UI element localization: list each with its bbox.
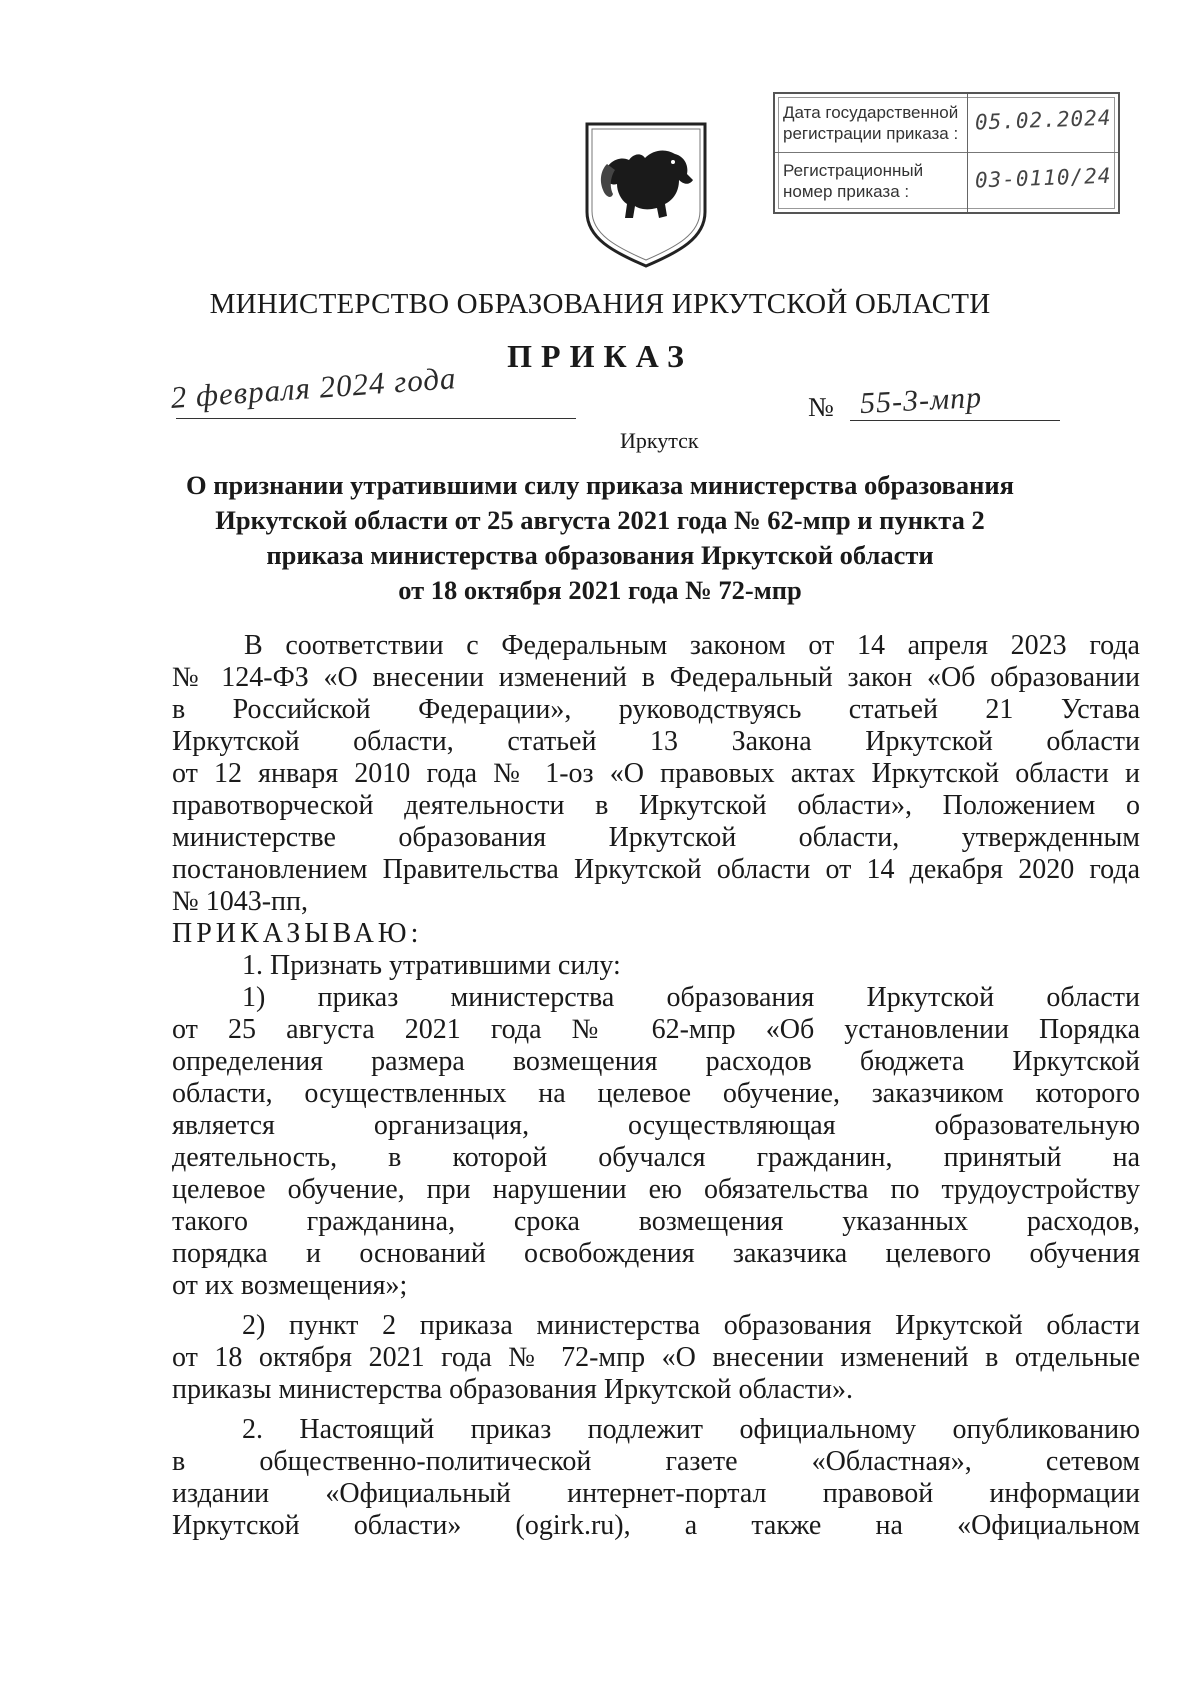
item-2-line: Иркутской области» (ogirk.ru), а также на «Официальном: [172, 1510, 1140, 1541]
order-verb: ПРИКАЗЫВАЮ:: [172, 918, 423, 949]
title-line: от 18 октября 2021 года № 72-мпр: [398, 575, 802, 605]
order-number-handwritten: 55-3-мпр: [859, 380, 983, 421]
title-line: приказа министерства образования Иркутской области: [266, 540, 934, 570]
preamble-line: В соответствии с Федеральным законом от 14 апреля 2023 года: [244, 630, 1140, 661]
item-1-1-line: целевое обучение, при нарушении ею обязательства по трудоустройству: [172, 1174, 1140, 1205]
preamble-line: Иркутской области, статьей 13 Закона Иркутской области: [172, 726, 1140, 757]
preamble-line: постановлением Правительства Иркутской области от 14 декабря 2020 года: [172, 854, 1140, 885]
registration-number-row: [775, 152, 1118, 210]
registration-number-label-line: Регистрационный: [783, 161, 924, 180]
title-line: О признании утратившими силу приказа министерства образования: [186, 470, 1014, 500]
item-1-1-line: такого гражданина, срока возмещения указанных расходов,: [172, 1206, 1140, 1237]
item-1-1-line: области, осуществленных на целевое обучение, заказчиком которого: [172, 1078, 1140, 1109]
title-line: Иркутской области от 25 августа 2021 года № 62-мпр и пункта 2: [215, 505, 985, 535]
preamble-line: министерстве образования Иркутской области, утвержденным: [172, 822, 1140, 853]
item-1-2-line: приказы министерства образования Иркутской области».: [172, 1374, 854, 1405]
coat-of-arms-icon: [583, 120, 709, 270]
item-1-1-line: от 25 августа 2021 года № 62-мпр «Об установлении Порядка: [172, 1014, 1140, 1045]
registration-date-label-line: Дата государственной: [783, 103, 959, 122]
registration-date-label: [783, 102, 973, 144]
ministry-name: МИНИСТЕРСТВО ОБРАЗОВАНИЯ ИРКУТСКОЙ ОБЛАСТИ: [209, 288, 991, 320]
registration-number-label-line: номер приказа :: [783, 182, 910, 201]
preamble-line: от 12 января 2010 года № 1-оз «О правовых актах Иркутской области и: [172, 758, 1140, 789]
city-name: Иркутск: [620, 428, 699, 453]
registration-stamp: [773, 92, 1120, 214]
order-title: [160, 468, 1040, 608]
item-1-1-line: определения размера возмещения расходов бюджета Иркутской: [172, 1046, 1140, 1077]
item-1-intro: 1. Признать утратившими силу:: [242, 950, 621, 981]
item-2-line: издании «Официальный интернет-портал правовой информации: [172, 1478, 1140, 1509]
preamble-line: № 1043-пп,: [172, 886, 309, 917]
number-underline: [850, 420, 1060, 421]
item-1-1-line: порядка и оснований освобождения заказчика целевого обучения: [172, 1238, 1140, 1269]
item-1-1-line: от их возмещения»;: [172, 1270, 408, 1301]
registration-date-row: [775, 94, 1118, 153]
item-1-1-line: деятельность, в которой обучался гражданин, принятый на: [172, 1142, 1140, 1173]
registration-number-value: 03-0110/24: [974, 163, 1112, 193]
stamp-divider: [967, 94, 968, 212]
item-1-2-line: 2) пункт 2 приказа министерства образования Иркутской области: [242, 1310, 1140, 1341]
registration-number-label: [783, 160, 973, 202]
preamble-line: правотворческой деятельности в Иркутской области», Положением о: [172, 790, 1140, 821]
item-1-1-line: является организация, осуществляющая образовательную: [172, 1110, 1140, 1141]
item-2-line: 2. Настоящий приказ подлежит официальному опубликованию: [242, 1414, 1140, 1445]
item-1-2-line: от 18 октября 2021 года № 72-мпр «О внесении изменений в отдельные: [172, 1342, 1140, 1373]
item-1-1-line: 1) приказ министерства образования Иркутской области: [242, 982, 1140, 1013]
item-2-line: в общественно-политической газете «Областная», сетевом: [172, 1446, 1140, 1477]
registration-date-value: 05.02.2024: [974, 105, 1112, 135]
date-underline: [176, 418, 576, 419]
order-number-label: №: [808, 392, 834, 422]
order-heading: ПРИКАЗ: [507, 338, 693, 374]
preamble-line: № 124-ФЗ «О внесении изменений в Федеральный закон «Об образовании: [172, 662, 1140, 693]
order-date-handwritten: 2 февраля 2024 года: [169, 360, 458, 416]
order-body: [172, 630, 1140, 1542]
registration-date-label-line: регистрации приказа :: [783, 124, 959, 143]
preamble-line: в Российской Федерации», руководствуясь статьей 21 Устава: [172, 694, 1140, 725]
